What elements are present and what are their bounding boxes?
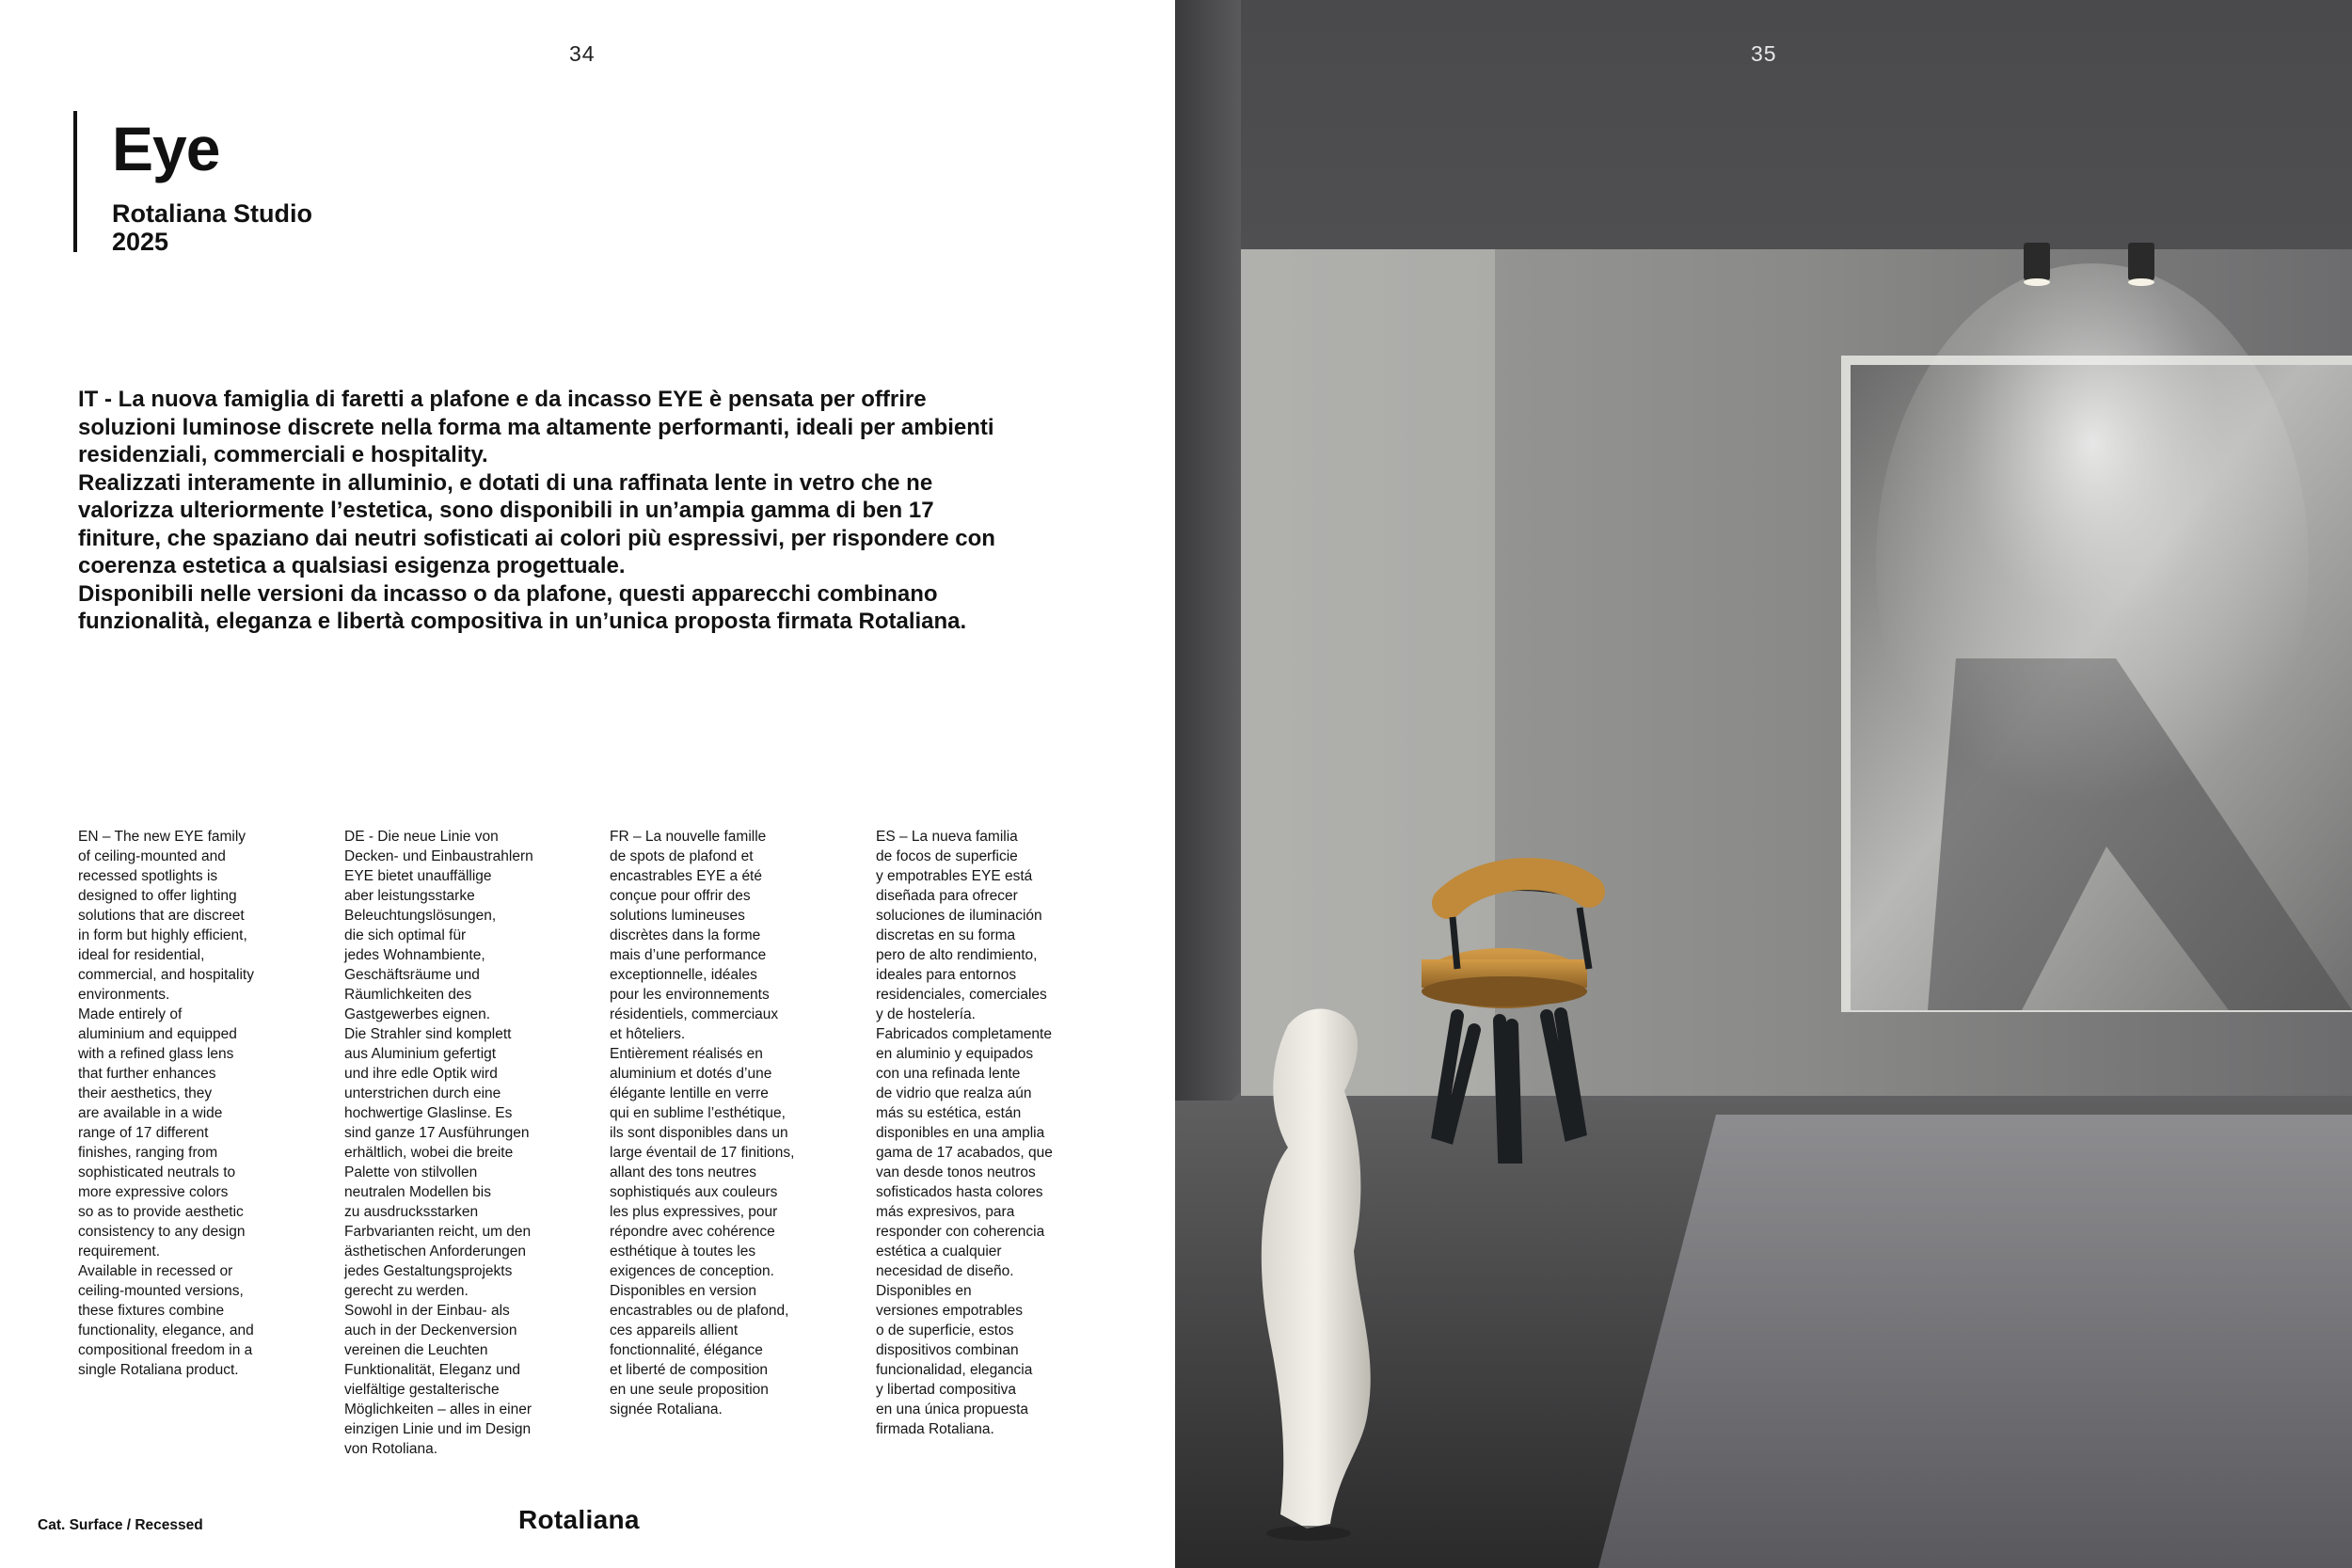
right-page — [1175, 0, 2352, 1568]
intro-italian: IT - La nuova famiglia di faretti a plafone e da incasso EYE è pensata per offrire soluzioni luminose discrete nella forma ma altamente performanti, ideali per ambienti residenziali, commerciali e hospitality. Realizzati interamente in alluminio, e dotati di una raffinata lente in vetro che ne valorizza ulteriormente l’estetica, sono disponibili in un’ampia gamma di ben 17 finiture, che spaziano dai neutri sofisticati ai colori più espressivi, per rispondere con coerenza estetica a qualsiasi esigenza progettuale. Disponibili nelle versioni da incasso o da plafone, questi apparecchi combinano funzionalità, eleganza e libertà compositiva in un’unica proposta firmata Rotaliana. — [78, 387, 995, 634]
column-english: EN – The new EYE family of ceiling-mounted and recessed spotlights is designed to offer lighting solutions that are discreet in form but highly efficient, ideal for residential, commercial, and hospitality environments. Made entirely of aluminium and equipped with a refined glass lens that further enhances their aesthetics, they are available in a wide range of 17 different finishes, ranging from sophisticated neutrals to more expressive colors so as to provide aesthetic consistency to any design requirement. Available in recessed or ceiling-mounted versions, these fixtures combine functionality, elegance, and compositional freedom in a single Rotaliana product. — [78, 829, 254, 1378]
design-year: 2025 — [112, 228, 169, 256]
column-german: DE - Die neue Linie von Decken- und Einbaustrahlern EYE bietet unauffällige aber leistungsstarke Beleuchtungslösungen, die sich optimal für jedes Wohnambiente, Geschäftsräume und Räumlichkeiten des Gastgewerbes eignen. Die Strahler sind komplett aus Aluminium gefertigt und ihre edle Optik wird unterstrichen durch eine hochwertige Glaslinse. Es sind ganze 17 Ausführungen erhältlich, wobei die breite Palette von stilvollen neutralen Modellen bis zu ausdrucksstarken Farbvarianten reicht, um den ästhetischen Anforderungen jedes Gestaltungsprojekts gerecht zu werden. Sowohl in der Einbau- als auch in der Deckenversion vereinen die Leuchten Funktionalität, Eleganz und vielfältige gestalterische Möglichkeiten – alles in einer einzigen Linie und im Design von Rotoliana. — [344, 829, 533, 1457]
column-spanish: ES – La nueva familia de focos de superficie y empotrables EYE está diseñada para ofrecer soluciones de iluminación discretas en su forma pero de alto rendimiento, ideales para entornos residenciales, comerciales y de hostelería. Fabricados completamente en aluminio y equipados con una refinada lente de vidrio que realza aún más su estética, están disponibles en una amplia gama de 17 acabados, que van desde tonos neutros sofisticados hasta colores más expresivos, para responder con coherencia estética a cualquier necesidad de diseño. Disponibles en versiones empotrables o de superficie, estos dispositivos combinan funcionalidad, elegancia y libertad compositiva en una única propuesta firmada Rotaliana. — [876, 829, 1053, 1437]
column-french: FR – La nouvelle famille de spots de plafond et encastrables EYE a été conçue pour offrir des solutions lumineuses discrètes dans la forme mais d’une performance exceptionnelle, idéales pour les environnements résidentiels, commerciaux et hôteliers. Entièrement réalisés en aluminium et dotés d’une élégante lentille en verre qui en sublime l’esthétique, ils sont disponibles dans un large éventail de 17 finitions, allant des tons neutres sophistiqués aux couleurs les plus expressives, pour répondre avec cohérence esthétique à toutes les exigences de conception. Disponibles en version encastrables ou de plafond, ces appareils allient fonctionnalité, élégance et liberté de composition en une seule proposition signée Rotaliana. — [610, 829, 795, 1418]
page-number-left: 34 — [569, 41, 596, 66]
interior-photo — [1175, 0, 2352, 1568]
title-accent-bar — [73, 111, 77, 252]
page-number-right: 35 — [1751, 41, 1777, 66]
product-title: Eye — [112, 114, 220, 183]
footer-category: Cat. Surface / Recessed — [38, 1517, 203, 1533]
brand-logo: Rotaliana — [518, 1505, 640, 1534]
left-page — [0, 0, 1175, 1568]
designer-name: Rotaliana Studio — [112, 199, 313, 228]
